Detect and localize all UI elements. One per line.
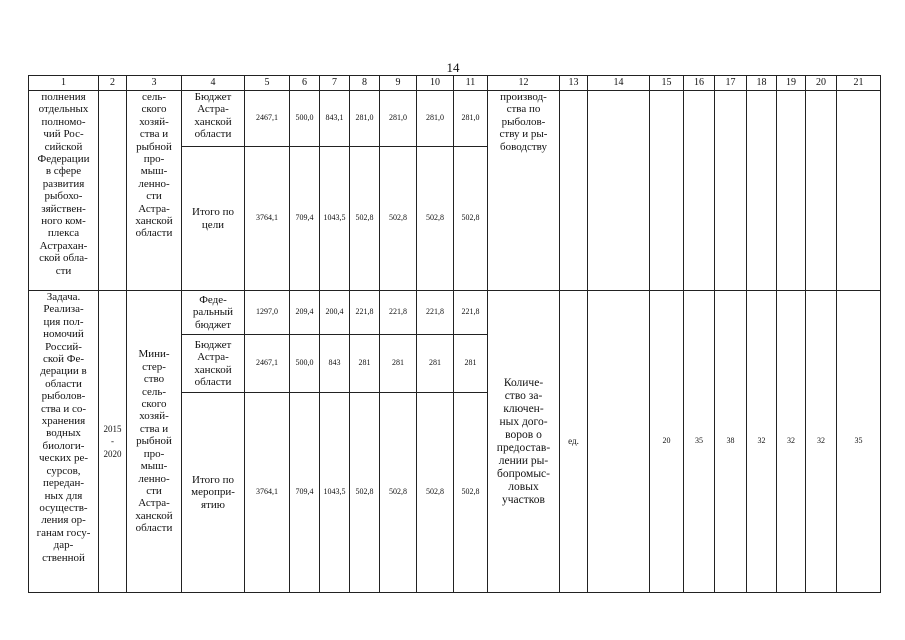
header-cell: 1 — [29, 76, 99, 91]
header-cell: 9 — [380, 76, 417, 91]
indicator-value: 32 — [777, 291, 806, 593]
table-row — [29, 291, 881, 335]
indicator-cell — [488, 91, 560, 291]
value-cell: 500,0 — [290, 91, 320, 147]
executor-text: Мини- стер- ство сель- ского хозяй- ства и рыбной про- мыш- ленно- сти Астра- ханской области — [135, 348, 173, 535]
header-cell: 11 — [454, 76, 488, 91]
value-cell: 502,8 — [380, 393, 417, 593]
table-row — [29, 91, 881, 147]
value-cell: 502,8 — [454, 393, 488, 593]
value-cell: 281,0 — [454, 91, 488, 147]
value-cell: 500,0 — [290, 335, 320, 393]
page-number: 14 — [446, 60, 460, 75]
value-cell: 502,8 — [417, 147, 454, 291]
value-cell: 221,8 — [417, 291, 454, 335]
funding-source: Итого по цели — [182, 147, 245, 291]
empty-cell — [747, 91, 777, 291]
value-cell: 709,4 — [290, 147, 320, 291]
header-cell: 17 — [715, 76, 747, 91]
empty-cell — [684, 91, 715, 291]
indicator-value: 38 — [715, 291, 747, 593]
header-row — [29, 76, 881, 91]
indicator-value: 35 — [837, 291, 881, 593]
goal-cell — [29, 91, 99, 291]
header-cell: 6 — [290, 76, 320, 91]
executor-cell — [127, 91, 182, 291]
header-cell: 10 — [417, 76, 454, 91]
value-cell: 502,8 — [350, 147, 380, 291]
header-cell: 15 — [650, 76, 684, 91]
header-cell: 12 — [488, 76, 560, 91]
value-cell: 221,8 — [380, 291, 417, 335]
funding-source: Итого по меропри- ятию — [182, 393, 245, 593]
value-cell: 1043,5 — [320, 147, 350, 291]
value-cell: 843 — [320, 335, 350, 393]
header-cell: 21 — [837, 76, 881, 91]
indicator-text: Количе- ство за- ключен- ных дого- воров о предостав- лении ры- бопромыс- ловых участков — [496, 376, 551, 506]
value-cell: 1297,0 — [245, 291, 290, 335]
value-cell: 502,8 — [380, 147, 417, 291]
header-cell: 2 — [99, 76, 127, 91]
empty-cell — [650, 91, 684, 291]
value-cell: 281,0 — [380, 91, 417, 147]
value-cell: 709,4 — [290, 393, 320, 593]
value-cell: 502,8 — [417, 393, 454, 593]
indicator-cell — [488, 291, 560, 593]
value-cell: 200,4 — [320, 291, 350, 335]
value-cell: 209,4 — [290, 291, 320, 335]
value-cell: 3764,1 — [245, 147, 290, 291]
value-cell: 281,0 — [350, 91, 380, 147]
value-cell: 221,8 — [350, 291, 380, 335]
task-text: Задача. Реализа- ция пол- номочий Россий- ской Фе- дерации в области рыболов- ства и со- хранения водных биологи- ческих ре- сурсов, передан- ных для осуществ- ления ор- ганам госу- дар- ственной — [36, 291, 91, 564]
task-cell — [29, 291, 99, 593]
indicator-text: производ- ства по рыболов- ству и ры- боводству — [499, 91, 548, 153]
value-cell: 2467,1 — [245, 91, 290, 147]
value-cell: 281 — [350, 335, 380, 393]
header-cell: 8 — [350, 76, 380, 91]
funding-source: Бюджет Астра- ханской области — [182, 335, 245, 393]
value-cell: 3764,1 — [245, 393, 290, 593]
empty-cell — [806, 91, 837, 291]
empty-cell — [588, 91, 650, 291]
header-cell: 4 — [182, 76, 245, 91]
goal-text: полнения отдельных полномо- чий Рос- сийской Федерации в сфере развития рыбохо- зяйствен- ного ком- плекса Астрахан- ской обла- сти — [37, 91, 90, 277]
value-cell: 502,8 — [454, 147, 488, 291]
empty-cell — [560, 91, 588, 291]
program-table — [28, 75, 881, 593]
executor-cell — [127, 291, 182, 593]
value-cell: 281 — [454, 335, 488, 393]
value-cell: 281 — [380, 335, 417, 393]
indicator-value: 32 — [806, 291, 837, 593]
value-cell: 843,1 — [320, 91, 350, 147]
value-cell: 281 — [417, 335, 454, 393]
empty-cell — [837, 91, 881, 291]
period-cell — [99, 91, 127, 291]
header-cell: 18 — [747, 76, 777, 91]
executor-text: сель- ского хозяй- ства и рыбной про- мыш- ленно- сти Астра- ханской области — [135, 91, 173, 240]
value-cell: 281,0 — [417, 91, 454, 147]
value-cell: 221,8 — [454, 291, 488, 335]
header-cell: 14 — [588, 76, 650, 91]
value-cell: 502,8 — [350, 393, 380, 593]
header-cell: 5 — [245, 76, 290, 91]
value-cell: 2467,1 — [245, 335, 290, 393]
empty-cell — [777, 91, 806, 291]
header-cell: 20 — [806, 76, 837, 91]
indicator-value: 32 — [747, 291, 777, 593]
header-cell: 16 — [684, 76, 715, 91]
header-cell: 3 — [127, 76, 182, 91]
unit-cell: ед. — [560, 291, 588, 593]
funding-source: Феде- ральный бюджет — [182, 291, 245, 335]
header-cell: 13 — [560, 76, 588, 91]
header-cell: 19 — [777, 76, 806, 91]
funding-source: Бюджет Астра- ханской области — [182, 91, 245, 147]
indicator-value: 35 — [684, 291, 715, 593]
indicator-value — [588, 291, 650, 593]
period-cell: 2015 - 2020 — [99, 291, 127, 593]
indicator-value: 20 — [650, 291, 684, 593]
value-cell: 1043,5 — [320, 393, 350, 593]
empty-cell — [715, 91, 747, 291]
header-cell: 7 — [320, 76, 350, 91]
